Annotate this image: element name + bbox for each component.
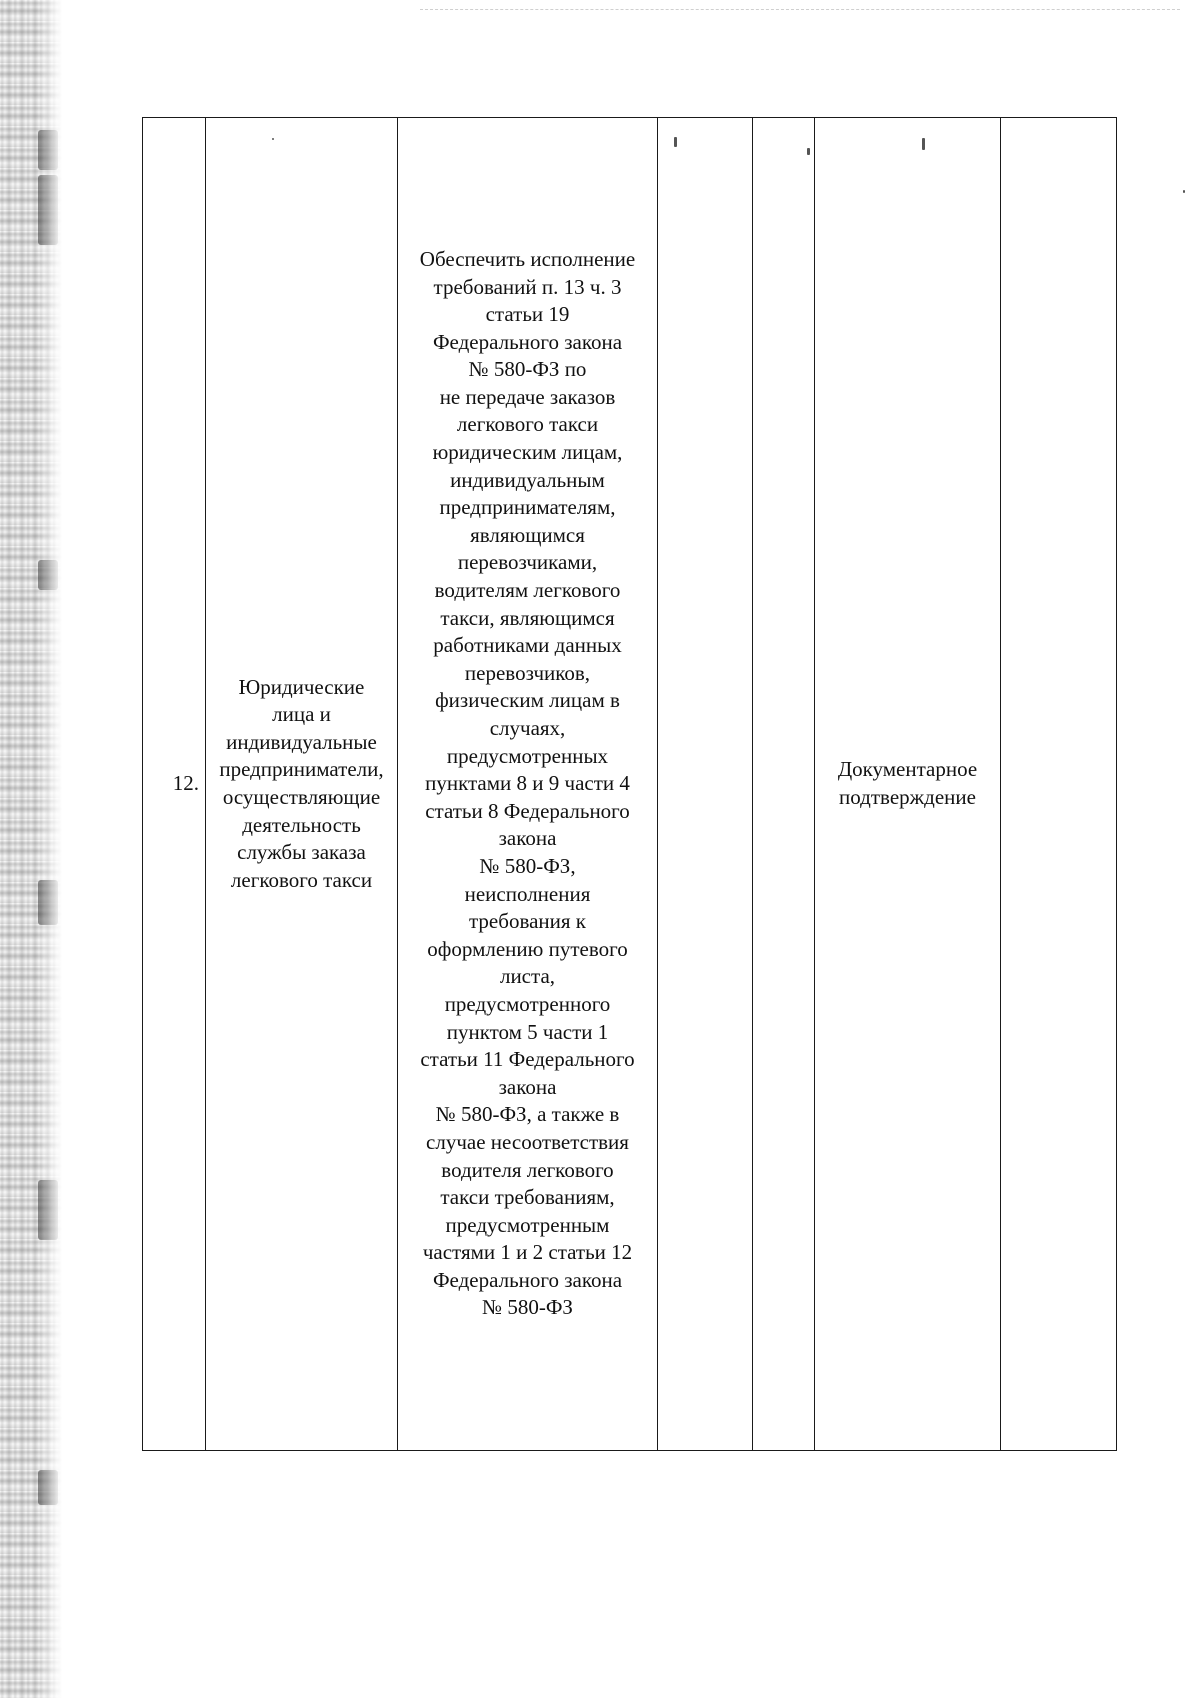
requirement-line: предусмотренного bbox=[444, 991, 611, 1016]
requirement-line: физическим лицам в bbox=[435, 688, 620, 713]
method-cell bbox=[815, 118, 1001, 1451]
method-line: Документарное bbox=[837, 757, 978, 782]
requirement-line: Федерального закона bbox=[432, 329, 623, 354]
subject-line: лица и bbox=[272, 702, 331, 727]
requirement-line: листа, bbox=[499, 964, 556, 989]
scan-speck bbox=[922, 138, 925, 150]
scan-speck bbox=[674, 137, 677, 147]
requirement-line: требования к bbox=[469, 909, 586, 934]
requirements-table bbox=[142, 117, 1117, 1451]
requirement-line: статьи 19 bbox=[485, 302, 570, 327]
requirement-line: водителя легкового bbox=[441, 1157, 614, 1182]
row-number: 12. bbox=[172, 771, 199, 796]
requirement-line: предусмотренных bbox=[446, 743, 609, 768]
requirement-line: № 580-ФЗ bbox=[482, 1295, 573, 1320]
subject-cell bbox=[206, 118, 398, 1451]
requirement-line: № 580-ФЗ, bbox=[479, 853, 576, 878]
subject-line: легкового такси bbox=[230, 867, 373, 892]
requirement-cell bbox=[398, 118, 658, 1451]
requirement-line: такси требованиям, bbox=[440, 1185, 615, 1210]
requirement-line: частями 1 и 2 статьи 12 bbox=[422, 1240, 633, 1265]
requirement-line: неисполнения bbox=[464, 881, 591, 906]
requirement-line: № 580-ФЗ по bbox=[468, 357, 587, 382]
requirement-line: статьи 11 Федерального bbox=[420, 1047, 635, 1072]
scan-speck bbox=[272, 138, 274, 140]
empty-cell bbox=[658, 118, 753, 1451]
subject-line: осуществляющие bbox=[222, 785, 381, 809]
requirement-line: случаях, bbox=[489, 716, 566, 741]
requirement-line: требований п. 13 ч. 3 bbox=[433, 274, 622, 299]
scan-top-specks bbox=[420, 9, 1180, 10]
requirement-line: Обеспечить исполнение bbox=[419, 246, 636, 271]
scan-speck bbox=[807, 148, 810, 155]
requirement-line: перевозчиками, bbox=[457, 550, 598, 575]
requirement-line: закона bbox=[498, 1074, 557, 1099]
subject-line: индивидуальные bbox=[226, 729, 377, 754]
subject-line: деятельность bbox=[242, 812, 361, 837]
requirement-line: № 580-ФЗ, а также в bbox=[435, 1102, 620, 1127]
requirement-line: оформлению путевого bbox=[427, 936, 628, 961]
requirement-line: закона bbox=[498, 826, 557, 851]
requirement-line: работниками данных bbox=[433, 633, 622, 658]
requirement-line: предпринимателям, bbox=[439, 495, 616, 520]
requirement-line: перевозчиков, bbox=[464, 660, 591, 685]
requirement-line: индивидуальным bbox=[450, 467, 605, 492]
requirement-line: такси, являющимся bbox=[440, 605, 615, 630]
requirement-line: водителям легкового bbox=[434, 578, 621, 603]
empty-cell bbox=[753, 118, 815, 1451]
requirement-line: предусмотренным bbox=[445, 1212, 610, 1237]
scan-speck bbox=[1183, 190, 1185, 193]
requirement-line: легкового такси bbox=[456, 412, 599, 437]
scan-edge-noise bbox=[0, 0, 62, 1698]
requirement-line: случае несоответствия bbox=[426, 1129, 629, 1154]
table-row bbox=[143, 118, 1117, 1451]
requirement-line: являющимся bbox=[470, 522, 585, 547]
row-number-cell bbox=[143, 118, 206, 1451]
requirement-line: Федерального закона bbox=[432, 1267, 623, 1292]
requirement-line: юридическим лицам, bbox=[432, 440, 623, 465]
subject-line: предприниматели, bbox=[219, 757, 384, 782]
empty-cell bbox=[1001, 118, 1117, 1451]
requirement-line: пунктом 5 части 1 bbox=[446, 1019, 609, 1044]
requirement-line: не передаче заказов bbox=[439, 384, 616, 409]
requirement-line: статьи 8 Федерального bbox=[425, 798, 630, 823]
method-line: подтверждение bbox=[839, 785, 976, 809]
requirement-line: пунктами 8 и 9 части 4 bbox=[425, 771, 630, 796]
subject-line: Юридические bbox=[238, 674, 365, 699]
subject-line: службы заказа bbox=[237, 840, 366, 865]
